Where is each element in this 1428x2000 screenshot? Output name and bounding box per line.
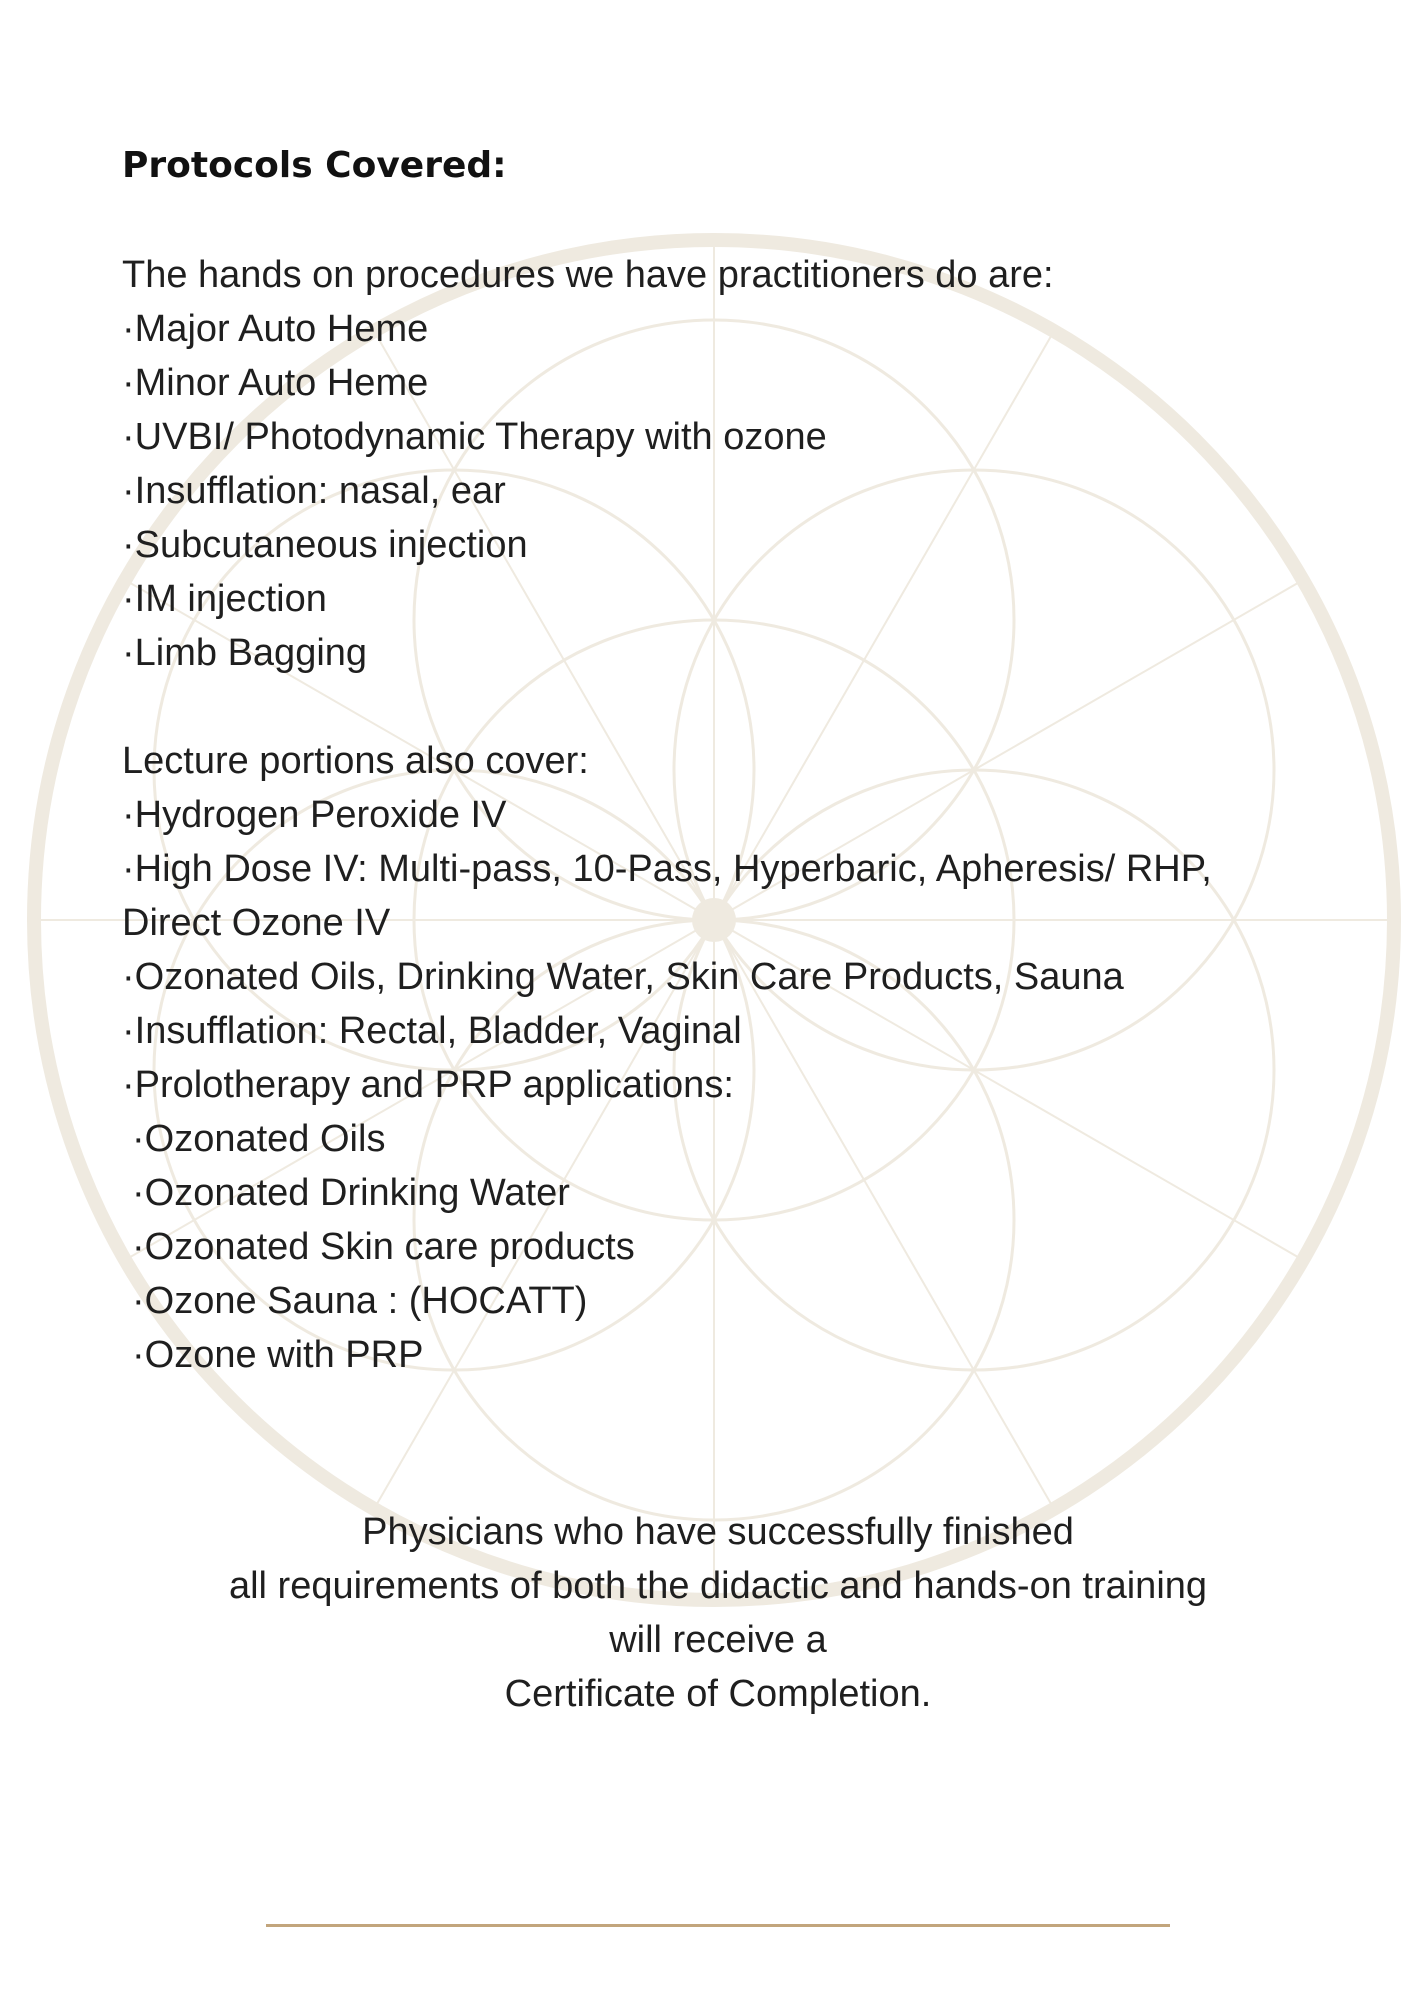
hands-on-item: ·UVBI/ Photodynamic Therapy with ozone (122, 416, 827, 458)
hands-on-item: ·Insufflation: nasal, ear (122, 470, 506, 512)
lecture-item: ·Hydrogen Peroxide IV (122, 794, 507, 836)
section-spacer (122, 680, 1322, 734)
lecture-item-continuation: Direct Ozone IV (122, 902, 391, 944)
lecture-sub-item: ·Ozonated Skin care products (132, 1226, 635, 1268)
section-heading: Protocols Covered: (122, 145, 507, 186)
protocols-section (122, 142, 1322, 1382)
completion-statement (0, 1505, 1428, 1721)
lecture-item: ·Ozonated Oils, Drinking Water, Skin Care Products, Sauna (122, 956, 1124, 998)
completion-line: all requirements of both the didactic and hands-on training (228, 1565, 1208, 1607)
hands-on-item: ·Subcutaneous injection (122, 524, 528, 566)
certificate-line: Certificate of Completion. (504, 1673, 932, 1715)
hands-on-item: ·Major Auto Heme (122, 308, 429, 350)
lecture-sub-item: ·Ozonated Oils (132, 1118, 386, 1160)
footer-divider (266, 1924, 1170, 1927)
hands-on-item: ·Minor Auto Heme (122, 362, 429, 404)
hands-on-item: ·IM injection (122, 578, 327, 620)
lecture-item: ·High Dose IV: Multi-pass, 10-Pass, Hyperbaric, Apheresis/ RHP, (122, 848, 1212, 890)
lecture-sub-item: ·Ozone Sauna : (HOCATT) (132, 1280, 588, 1322)
completion-line: will receive a (609, 1619, 827, 1661)
completion-line: Physicians who have successfully finished (362, 1511, 1074, 1553)
lecture-intro: Lecture portions also cover: (122, 740, 589, 782)
hands-on-intro: The hands on procedures we have practitioners do are: (122, 254, 1054, 296)
lecture-sub-item: ·Ozonated Drinking Water (132, 1172, 570, 1214)
lecture-item: ·Insufflation: Rectal, Bladder, Vaginal (122, 1010, 742, 1052)
lecture-sub-item: ·Ozone with PRP (132, 1334, 424, 1376)
hands-on-item: ·Limb Bagging (122, 632, 368, 674)
lecture-item: ·Prolotherapy and PRP applications: (122, 1064, 734, 1106)
